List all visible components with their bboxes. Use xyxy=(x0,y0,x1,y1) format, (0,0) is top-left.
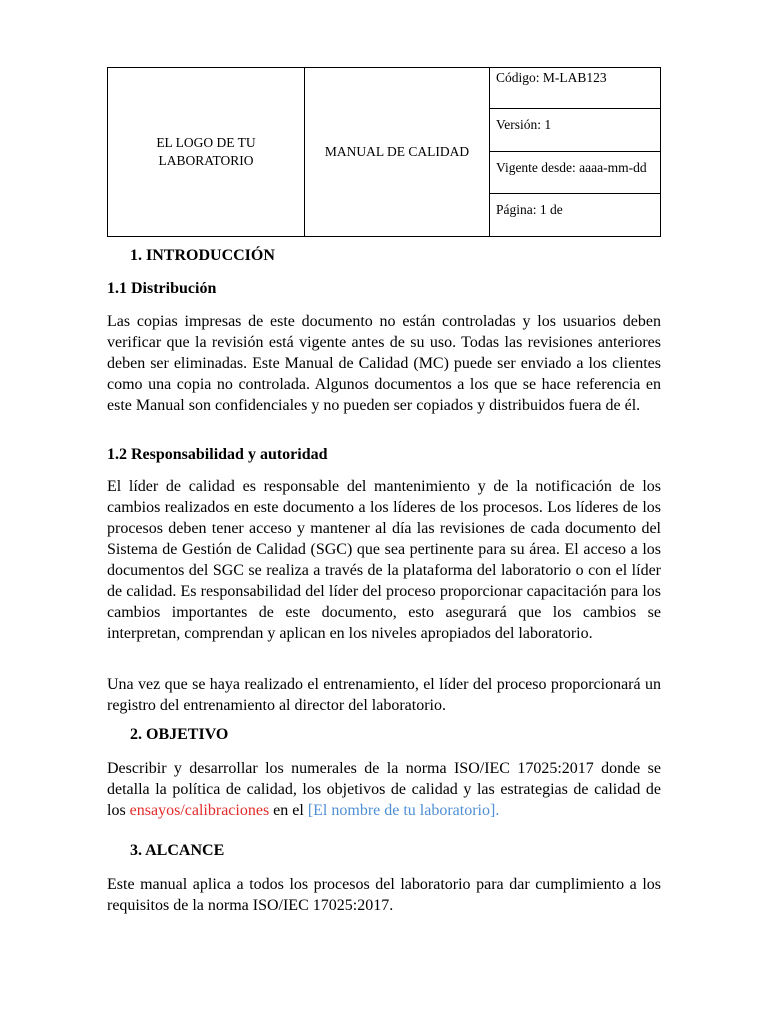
section-3-heading: 3. ALCANCE xyxy=(130,842,225,859)
section-3-paragraph: Este manual aplica a todos los procesos del laboratorio para dar cumplimiento a los requisitos de la norma ISO/IEC 17025:2017. xyxy=(107,876,661,914)
document-title-cell xyxy=(305,68,490,237)
logo-placeholder-cell xyxy=(108,68,305,237)
tests-calibrations-placeholder: ensayos/calibraciones xyxy=(129,802,270,819)
effective-date-cell xyxy=(490,152,661,194)
header-table xyxy=(107,67,661,237)
section-1-1-heading: 1.1 Distribución xyxy=(107,280,217,297)
section-1-1-paragraph: Las copias impresas de este documento no están controladas y los usuarios deben verificar que la revisión está vigente antes de su uso. Todas las revisiones anteriores deben ser eliminadas. Este Manual de Calidad (MC) puede ser enviado a los clientes como una copia no controlada. Algunos documentos a los que se hace referencia en este Manual son confidenciales y no pueden ser copiados y distribuidos fuera de él. xyxy=(107,313,661,414)
section-2-heading: 2. OBJETIVO xyxy=(130,726,229,743)
document-title: MANUAL DE CALIDAD xyxy=(324,144,470,159)
logo-text-line2: LABORATORIO xyxy=(158,153,254,168)
document-code: Código: M-LAB123 xyxy=(496,70,607,85)
page-number-cell xyxy=(490,194,661,237)
logo-text-line1: EL LOGO DE TU xyxy=(156,135,256,150)
section-1-heading: 1. INTRODUCCIÓN xyxy=(130,247,275,264)
section-1-2-heading: 1.2 Responsabilidad y autoridad xyxy=(107,446,328,463)
section-1-2-paragraph-a: El líder de calidad es responsable del mantenimiento y de la notificación de los cambios realizados en este documento a los líderes de los procesos. Los líderes de los procesos deben tener acceso y mantener al día las revisiones de cada documento del Sistema de Gestión de Calidad (SGC) que sea pertinente para su área. El acceso a los documentos del SGC se realiza a través de la plataforma del laboratorio o con el líder de calidad. Es responsabilidad del líder del proceso proporcionar capacitación para los cambios importantes de este documento, esto asegurará que los cambios se interpretan, comprendan y aplican en los niveles apropiados del laboratorio. xyxy=(107,478,661,642)
section-2-text-mid: en el xyxy=(269,802,308,819)
document-version: Versión: 1 xyxy=(496,117,552,132)
code-cell xyxy=(490,68,661,109)
document-effective-date: Vigente desde: aaaa-mm-dd xyxy=(496,160,647,175)
version-cell xyxy=(490,109,661,152)
section-1-2-paragraph-b: Una vez que se haya realizado el entrenamiento, el líder del proceso proporcionará un registro del entrenamiento al director del laboratorio. xyxy=(107,676,661,714)
document-page-number: Página: 1 de xyxy=(496,202,563,217)
section-2-text-start: Describir y desarrollar los numerales de la norma ISO/IEC 17025:2017 donde se detalla la política de calidad, los objetivos de calidad y las estrategias de calidad de los xyxy=(107,760,661,819)
laboratory-name-placeholder: [El nombre de tu laboratorio]. xyxy=(307,802,500,819)
section-2-paragraph xyxy=(107,758,661,821)
